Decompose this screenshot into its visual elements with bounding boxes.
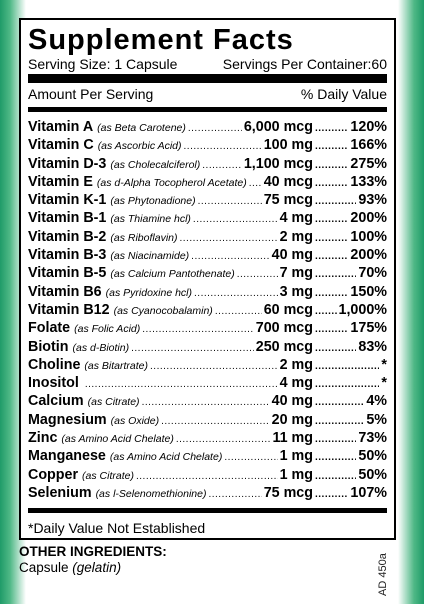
leader-dots [315, 285, 348, 301]
servings-per-container: Servings Per Container:60 [222, 56, 387, 72]
leader-dots [131, 340, 254, 356]
nutrient-amount: 40 mg [271, 393, 313, 410]
leader-dots [315, 266, 356, 282]
leader-dots [142, 321, 254, 337]
panel-title: Supplement Facts [28, 24, 294, 56]
nutrient-daily-value: 150% [350, 283, 387, 300]
nutrient-name: Vitamin B-2 [28, 228, 107, 245]
nutrient-amount: 40 mg [271, 247, 313, 264]
nutrient-row [28, 209, 387, 227]
nutrient-daily-value: 73% [358, 430, 387, 447]
daily-value-cell [313, 429, 387, 447]
leader-dots [191, 248, 270, 264]
nutrient-source: (as d-Biotin) [72, 341, 130, 354]
nutrient-name: Calcium [28, 393, 84, 410]
nutrient-daily-value: 107% [350, 484, 387, 501]
nutrient-row [28, 173, 387, 191]
nutrient-amount: 20 mg [271, 411, 313, 428]
nutrient-source: (as Citrate) [87, 396, 140, 409]
nutrient-daily-value: 133% [350, 173, 387, 190]
leader-dots [315, 394, 364, 410]
leader-dots [237, 266, 278, 282]
daily-value-cell [313, 228, 387, 246]
nutrient-daily-value: 120% [350, 119, 387, 135]
nutrient-daily-value: * [381, 375, 387, 392]
nutrient-amount: 4 mg [279, 210, 313, 227]
nutrient-name: Vitamin E [28, 173, 93, 190]
nutrient-amount: 60 mcg [263, 301, 313, 318]
nutrient-row [28, 484, 387, 502]
nutrient-name: Vitamin C [28, 137, 94, 154]
leader-dots [315, 120, 348, 136]
nutrient-daily-value: 93% [358, 192, 387, 209]
nutrient-amount: 1 mg [279, 466, 313, 483]
nutrient-amount: 11 mg [272, 430, 313, 447]
nutrient-source: (as Cyanocobalamin) [113, 304, 213, 317]
nutrient-daily-value: 200% [350, 247, 387, 264]
leader-dots [194, 285, 278, 301]
leader-dots [315, 468, 356, 484]
nutrient-row [28, 356, 387, 374]
leader-dots [215, 303, 262, 319]
nutrient-source: (as Calcium Pantothenate) [110, 268, 235, 281]
nutrient-amount: 6,000 mcg [243, 119, 313, 135]
nutrient-daily-value: 70% [358, 265, 387, 282]
nutrient-name: Vitamin D-3 [28, 155, 107, 172]
leader-dots [161, 413, 270, 429]
nutrient-source: (as Cholecalciferol) [110, 158, 201, 171]
leader-dots [249, 175, 262, 191]
nutrient-source: (as Amino Acid Chelate) [109, 451, 223, 464]
leader-dots [180, 230, 278, 246]
leader-dots [184, 138, 262, 154]
nutrient-source: (as Riboflavin) [110, 231, 178, 244]
nutrient-name: Magnesium [28, 411, 107, 428]
daily-value-cell [313, 301, 387, 319]
daily-value-cell [313, 319, 387, 337]
nutrient-amount: 40 mcg [263, 173, 313, 190]
leader-dots [188, 120, 242, 136]
daily-value-cell [313, 356, 387, 374]
leader-dots [315, 230, 348, 246]
leader-dots [136, 468, 278, 484]
daily-value-cell [313, 283, 387, 301]
nutrient-row [28, 466, 387, 484]
nutrient-daily-value: 4% [366, 393, 387, 410]
other-ingredients [19, 544, 396, 576]
leader-dots [315, 138, 348, 154]
daily-value-cell [313, 484, 387, 502]
nutrient-source: (as l-Selenomethionine) [95, 487, 207, 500]
daily-value-cell [313, 246, 387, 264]
nutrient-name: Vitamin B-1 [28, 210, 107, 227]
nutrient-row [28, 392, 387, 410]
daily-value-cell [313, 466, 387, 484]
daily-value-cell [313, 264, 387, 282]
nutrient-daily-value: 50% [358, 466, 387, 483]
nutrient-name: Vitamin K-1 [28, 192, 107, 209]
nutrient-daily-value: 50% [358, 448, 387, 465]
other-ingredients-value [19, 560, 396, 576]
leader-dots [315, 413, 364, 429]
nutrient-row [28, 447, 387, 465]
nutrient-daily-value: 83% [358, 338, 387, 355]
nutrient-daily-value: 200% [350, 210, 387, 227]
ingredient-capsule: Capsule [19, 560, 69, 575]
nutrient-daily-value: 275% [350, 155, 387, 172]
nutrient-daily-value: 100% [350, 228, 387, 245]
nutrient-name: Vitamin B-5 [28, 265, 107, 282]
amount-per-serving-label: Amount Per Serving [28, 86, 154, 102]
nutrient-row [28, 136, 387, 154]
ingredient-gelatin: (gelatin) [72, 560, 122, 575]
daily-value-cell [313, 136, 387, 154]
daily-value-cell [313, 118, 387, 136]
daily-value-cell [313, 155, 387, 173]
nutrient-row [28, 191, 387, 209]
leader-dots [85, 376, 278, 392]
nutrient-amount: 7 mg [279, 265, 313, 282]
leader-dots [208, 486, 261, 502]
leader-dots [315, 358, 379, 374]
nutrient-source: (as Ascorbic Acid) [97, 140, 182, 153]
nutrient-row [28, 301, 387, 319]
leader-dots [315, 321, 348, 337]
nutrient-row [28, 411, 387, 429]
column-header [28, 83, 387, 112]
footnote: *Daily Value Not Established [28, 508, 387, 536]
nutrient-row [28, 246, 387, 264]
leader-dots [315, 157, 348, 173]
leader-dots [224, 449, 277, 465]
side-code: AD 450a [377, 553, 389, 596]
nutrient-daily-value: 5% [366, 411, 387, 428]
nutrient-amount: 4 mg [279, 375, 313, 392]
nutrient-row [28, 118, 387, 136]
nutrient-row [28, 264, 387, 282]
nutrient-amount: 2 mg [279, 228, 313, 245]
daily-value-cell [313, 173, 387, 191]
nutrient-name: Biotin [28, 338, 69, 355]
nutrient-amount: 2 mg [279, 356, 313, 373]
daily-value-label: % Daily Value [300, 86, 387, 102]
nutrient-name: Vitamin B6 [28, 283, 102, 300]
serving-size: Serving Size: 1 Capsule [28, 56, 178, 72]
nutrient-amount: 75 mcg [263, 484, 313, 501]
leader-dots [315, 486, 348, 502]
nutrient-source: (as Phytonadione) [110, 195, 196, 208]
nutrient-amount: 1 mg [279, 448, 313, 465]
other-ingredients-heading: OTHER INGREDIENTS: [19, 544, 167, 559]
nutrient-source: (as Amino Acid Chelate) [61, 433, 174, 446]
daily-value-cell [313, 338, 387, 356]
nutrient-daily-value: 166% [350, 137, 387, 154]
nutrient-source: (as Citrate) [82, 469, 134, 482]
nutrient-amount: 100 mg [263, 137, 313, 154]
nutrient-source: (as Folic Acid) [74, 323, 141, 336]
nutrient-source: (as Bitartrate) [84, 359, 149, 372]
nutrient-name: Vitamin B12 [28, 301, 110, 318]
leader-dots [198, 193, 262, 209]
nutrient-source: (as Beta Carotene) [97, 122, 186, 134]
daily-value-cell [313, 392, 387, 410]
nutrient-source: (as d-Alpha Tocopherol Acetate) [96, 176, 247, 189]
leader-dots [315, 211, 348, 227]
nutrient-daily-value: 175% [350, 320, 387, 337]
nutrient-amount: 1,100 mcg [243, 155, 313, 172]
nutrient-name: Copper [28, 466, 79, 483]
nutrient-name: Vitamin B-3 [28, 247, 107, 264]
serving-info [28, 56, 387, 83]
leader-dots [150, 358, 278, 374]
leader-dots [142, 394, 270, 410]
nutrient-amount: 3 mg [279, 283, 313, 300]
nutrient-amount: 700 mcg [255, 320, 313, 337]
leader-dots [315, 303, 337, 319]
leader-dots [202, 157, 242, 173]
leader-dots [315, 175, 348, 191]
nutrient-row [28, 283, 387, 301]
leader-dots [315, 376, 379, 392]
daily-value-cell [313, 411, 387, 429]
leader-dots [315, 449, 356, 465]
daily-value-cell [313, 191, 387, 209]
supplement-facts-panel [19, 18, 396, 540]
daily-value-cell [313, 374, 387, 392]
nutrient-row [28, 429, 387, 447]
nutrient-daily-value: 1,000% [338, 301, 387, 318]
nutrient-source: (as Oxide) [110, 414, 160, 427]
nutrient-amount: 75 mcg [263, 192, 313, 209]
nutrient-source: (as Pyridoxine hcl) [105, 286, 193, 299]
daily-value-cell [313, 447, 387, 465]
nutrient-source: (as Thiamine hcl) [110, 213, 191, 226]
leader-dots [193, 211, 278, 227]
nutrient-source: (as Niacinamide) [110, 250, 190, 263]
daily-value-cell [313, 209, 387, 227]
nutrient-amount: 250 mcg [255, 338, 313, 355]
nutrient-row [28, 338, 387, 356]
leader-dots [315, 431, 356, 447]
nutrient-name: Inositol [28, 375, 79, 392]
nutrient-row [28, 155, 387, 173]
nutrient-name: Zinc [28, 430, 58, 447]
nutrient-name: Choline [28, 356, 81, 373]
leader-dots [176, 431, 271, 447]
leader-dots [315, 248, 348, 264]
nutrient-row [28, 374, 387, 392]
nutrient-name: Folate [28, 320, 71, 337]
nutrient-name: Manganese [28, 448, 106, 465]
nutrient-daily-value: * [381, 356, 387, 373]
nutrient-name: Vitamin A [28, 119, 94, 135]
nutrient-name: Selenium [28, 484, 92, 501]
leader-dots [315, 340, 356, 356]
nutrient-list [28, 118, 387, 502]
leader-dots [315, 193, 356, 209]
nutrient-row [28, 319, 387, 337]
nutrient-row [28, 228, 387, 246]
